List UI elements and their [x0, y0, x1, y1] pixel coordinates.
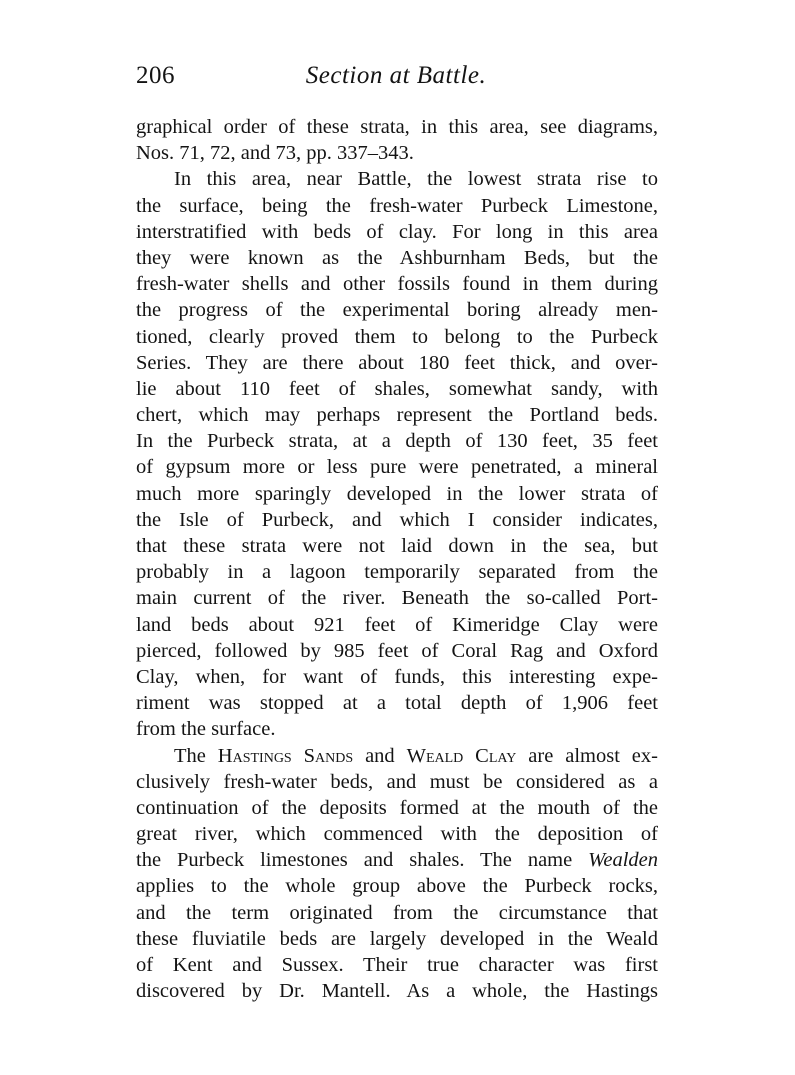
text-line: the surface, being the fresh-water Purbeck Limestone,: [136, 194, 658, 217]
text-line: interstratified with beds of clay. For long in this area: [136, 220, 658, 243]
text-line: chert, which may perhaps represent the Portland beds.: [136, 404, 658, 427]
text-line: graphical order of these strata, in this area, see diagrams,: [136, 116, 658, 138]
text-line: much more sparingly developed in the lower strata of: [136, 482, 658, 505]
text-line: lie about 110 feet of shales, somewhat sandy, with: [136, 377, 658, 400]
text-line: great river, which commenced with the deposition of: [136, 823, 658, 846]
text-line: fresh-water shells and other fossils found in them during: [136, 273, 658, 296]
small-caps-term: Hastings Sands: [217, 744, 354, 767]
text-line: discovered by Dr. Mantell. As a whole, the Hastings: [136, 980, 658, 1003]
text-line: land beds about 921 feet of Kimeridge Clay were: [136, 613, 658, 636]
text-fragment: the Purbeck limestones and shales. The name: [136, 849, 589, 872]
page-header: [136, 62, 656, 96]
text-line: these fluviatile beds are largely developed in the Weald: [136, 927, 658, 950]
paragraph-start-line: In this area, near Battle, the lowest strata rise to: [174, 168, 658, 191]
text-fragment: and: [353, 744, 407, 767]
running-head: Section at Battle.: [305, 62, 487, 89]
body-text: [136, 114, 658, 1004]
text-line: clusively fresh-water beds, and must be considered as a: [136, 770, 658, 793]
text-line: and the term originated from the circumstance that: [136, 901, 658, 924]
text-line: that these strata were not laid down in the sea, but: [136, 535, 658, 557]
text-line: In the Purbeck strata, at a depth of 130 feet, 35 feet: [136, 430, 658, 453]
small-caps-term: Weald Clay: [406, 744, 517, 767]
text-line: from the surface.: [136, 718, 276, 741]
text-line: the Isle of Purbeck, and which I consider indicates,: [136, 508, 658, 531]
text-line: they were known as the Ashburnham Beds, but the: [136, 246, 658, 269]
text-line: applies to the whole group above the Purbeck rocks,: [136, 875, 658, 898]
text-line: pierced, followed by 985 feet of Coral Rag and Oxford: [136, 639, 658, 662]
text-line: of gypsum more or less pure were penetrated, a mineral: [136, 456, 658, 479]
text-line: Series. They are there about 180 feet thick, and over-: [136, 351, 658, 374]
italic-term: Wealden: [588, 849, 658, 872]
text-line: main current of the river. Beneath the so-called Port-: [136, 587, 658, 610]
text-line: [136, 847, 658, 873]
page-number: 206: [136, 62, 175, 89]
text-fragment: are almost ex-: [516, 744, 658, 767]
text-line: Nos. 71, 72, and 73, pp. 337–343.: [136, 142, 414, 165]
paragraph-start-line: [136, 743, 658, 769]
text-line: continuation of the deposits formed at the mouth of the: [136, 796, 658, 819]
text-line: tioned, clearly proved them to belong to the Purbeck: [136, 325, 658, 348]
text-fragment: The: [174, 744, 218, 767]
text-line: of Kent and Sussex. Their true character was first: [136, 954, 658, 976]
text-line: Clay, when, for want of funds, this interesting expe-: [136, 665, 658, 688]
text-line: riment was stopped at a total depth of 1,906 feet: [136, 692, 658, 715]
text-line: probably in a lagoon temporarily separated from the: [136, 561, 658, 584]
text-line: the progress of the experimental boring already men-: [136, 299, 658, 322]
